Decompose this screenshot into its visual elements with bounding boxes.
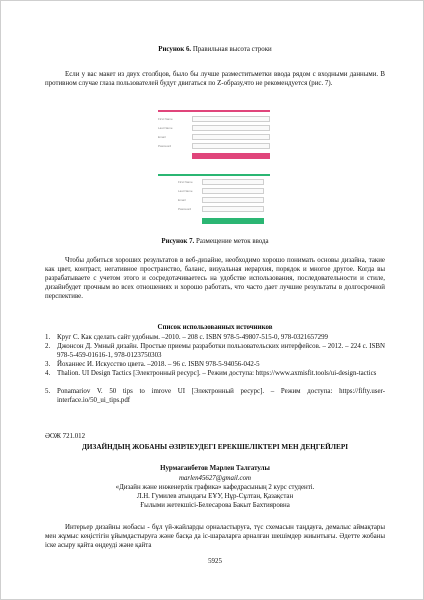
form-a-row [158,125,270,132]
udc-code: ӘОЖ 721.012 [45,433,86,440]
form-b-field [202,179,264,185]
article-intro: Интерьер дизайны жобасы - бұл үй-жайларды орналастыруға, түс схемасын таңдауға, демалыс аймақтары мен жұмыс кеңістігін ұйымдастыруға және басқа да іс-шараларға арналған шешімдер жиынтығы. Әдетте жобаны іске асыру қайта өңдеуді және қайта [45,524,385,549]
form-a-label: First Name [158,117,173,121]
form-a-field [192,125,270,131]
author-email: marlen45627@gmail.com [179,475,251,482]
figure-7-caption-text: Размещение меток ввода [194,238,269,245]
form-b-row [158,179,270,186]
figure-6-label: Рисунок 6. [158,46,192,53]
reference-text: Thalion. UI Design Tactics [Электронный ресурс]. – Режим доступа: https://www.axmisfit.tools/ui-design-tactics [57,370,377,377]
form-b-field [202,188,264,194]
figure-7-label: Рисунок 7. [161,238,195,245]
references-title [45,324,385,333]
reference-number: 2. [45,343,51,350]
scientific-advisor: Ғылыми жетекшісі-Белесарова Бакыт Бахтияровна [140,502,290,509]
article-author: Нурмаганбетов Марлен Талгатулы [160,465,270,472]
form-b-row [158,188,270,195]
reference-item [45,334,385,343]
paragraph-2: Чтобы добиться хороших результатов в веб-дизайне, необходимо хорошо понимать основы дизайна, такие как цвет, контраст, негативное пространство, баланс, визуальная иерархия, порядок и многое другое. Когда вы разрабатываете с учетом этого и сосредотачиваетесь на удобстве использования, последовательности и стиле, дизайнбудет прочным во всех отношениях и хорошо работать, что часто дает лучшие результаты в долгосрочной перспективе. [45,257,385,300]
reference-number: 3. [45,361,51,368]
form-a-submit-button [192,153,270,159]
form-b-submit-button [202,218,264,224]
form-b-label: Password [178,207,192,211]
reference-number: 5. [45,388,51,395]
form-a-field [192,134,270,140]
figure-7-illustration [158,110,270,232]
form-b-row [158,206,270,213]
form-a-label: Email [158,135,166,139]
form-b-field [202,197,264,203]
author-university: Л.Н. Гумилев атындағы ЕҰУ, Нұр-Сұлтан, Қазақстан [136,493,294,500]
figure-6-caption-text: Правильная высота строки [191,46,272,53]
form-b-label: Last Name [178,189,193,193]
reference-text: Йоханнес И. Искусство цвета. –2018. – 96 с. ISBN 978-5-94056-042-5 [57,361,260,368]
form-a-label: Password [158,144,172,148]
reference-text: Ponamariov V. 50 tips to imrove UI [Электронный ресурс]. – Режим доступа: https://fifty.user-interface.io/50_ui_tips.pdf [57,388,385,404]
form-a-field [192,143,270,149]
figure-7-caption [45,238,385,247]
paragraph-1: Если у вас макет из двух столбцов, было бы лучше разместитьметки ввода рядом с входными данными. В противном случае глаза пользователей будут двигаться по Z-образу,что не рекомендуется (рис. 7). [45,71,385,87]
form-a-row [158,143,270,150]
form-b-row [158,197,270,204]
form-a-field [192,116,270,122]
references-title-text: Список использованных источников [157,324,273,331]
reference-number: 4. [45,370,51,377]
figure-6-caption [45,46,385,55]
author-affiliation: «Дизайн және инженерлік графика» кафедрасының 2 курс студенті. [115,484,315,491]
reference-text: Круг С. Как сделать сайт удобным. –2010. – 208 с. ISBN 978-5-49807-515-0, 978-0321657299 [57,334,328,341]
page-number: 5925 [208,558,222,565]
form-a-row [158,116,270,123]
reference-item [45,361,385,370]
reference-text: Джонсон Д. Умный дизайн. Простые приемы разработки пользовательских интерфейсов. – 2012. – 224 с. ISBN 978-5-459-01616-1, 978-0123750303 [57,343,385,359]
reference-number: 1. [45,334,51,341]
reference-item [45,388,385,406]
form-b-label: Email [178,198,186,202]
form-b-label: First Name [178,180,193,184]
reference-item [45,370,385,379]
article-title: ДИЗАЙНДЫҢ ЖОБАНЫ ӘЗІРЛЕУДЕГІ ЕРЕКШЕЛІКТЕРІ МЕН ДЕҢГЕЙЛЕРІ [81,443,349,451]
form-a-label: Last Name [158,126,173,130]
form-b-accent-bar [158,174,270,176]
form-a-accent-bar [158,110,270,112]
reference-item [45,343,385,361]
form-b-field [202,206,264,212]
form-a-row [158,134,270,141]
